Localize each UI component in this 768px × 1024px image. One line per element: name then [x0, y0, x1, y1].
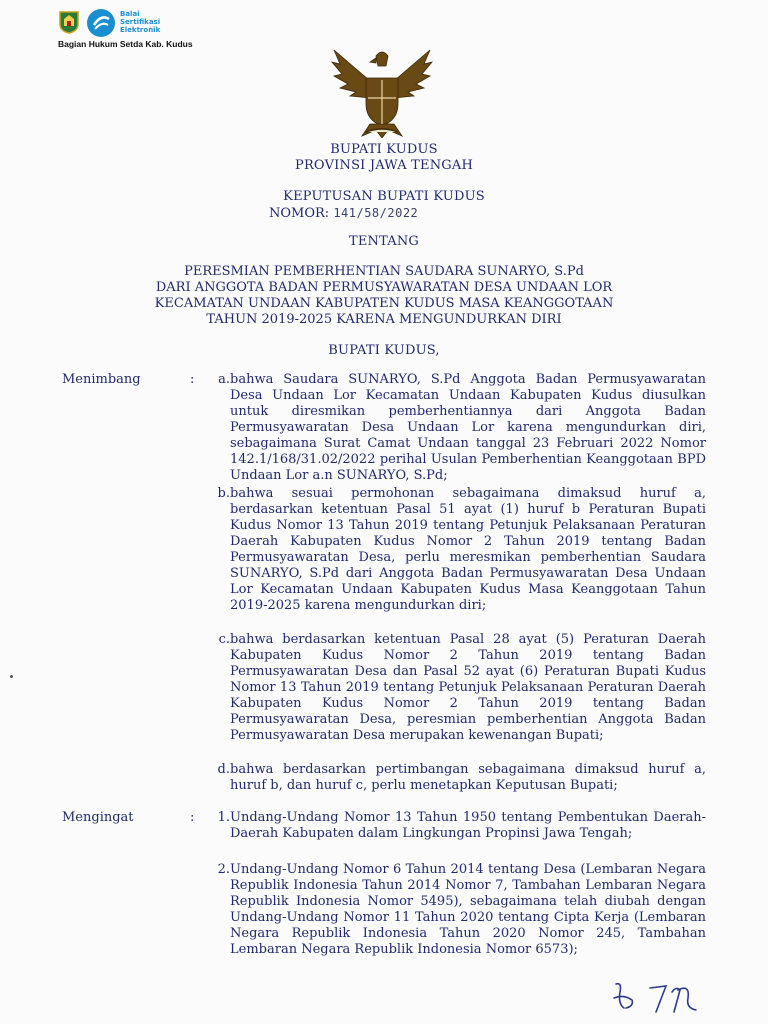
menimbang-item-c: bahwa berdasarkan ketentuan Pasal 28 ayat (5) Peraturan Daerah Kabupaten Kudus Nomor 2 Tahun 2019 tentang Badan Permusyawaratan Desa dan Pasal 52 ayat (6) Peraturan Bupati Kudus Nomor 13 Tahun 2019 tentang Petunjuk Pelaksanaan Peraturan Daerah Kabupaten Kudus Nomor 2 Tahun 2019 tentang Badan Permusyawaratan Desa, peresmian pemberhentian Anggota Badan Permusyawaratan Desa merupakan kewenangan Bupati;: [230, 632, 706, 743]
menimbang-colon: :: [190, 372, 195, 387]
mengingat-marker-1: 1.: [217, 810, 230, 825]
bse-wordmark: [120, 10, 160, 34]
mengingat-item-1: Undang-Undang Nomor 13 Tahun 1950 tentang Pembentukan Daerah-Daerah Kabupaten dalam Lingkungan Propinsi Jawa Tengah;: [230, 810, 706, 841]
logo-caption: Bagian Hukum Setda Kab. Kudus: [58, 39, 193, 49]
header-logos: [58, 8, 208, 54]
menimbang-item-a: bahwa Saudara SUNARYO, S.Pd Anggota Badan Permusyawaratan Desa Undaan Lor Kecamatan Undaan Kabupaten Kudus diusulkan untuk diresmikan pemberhentiannya dari Anggota Badan Permusyawaratan Desa Undaan Lor karena mengundurkan diri, sebagaimana Surat Camat Undaan tanggal 23 Februari 2022 Nomor 142.1/168/31.02/2022 perihal Usulan Pemberhentian Keanggotaan BPD Undaan Lor a.n SUNARYO, S.Pd;: [230, 372, 706, 483]
menimbang-marker-d: d.: [217, 762, 230, 777]
kudus-emblem-icon: [58, 10, 80, 34]
decree-number-label: NOMOR:: [269, 206, 330, 221]
mengingat-marker-2: 2.: [217, 862, 230, 877]
mengingat-colon: :: [190, 810, 195, 825]
menimbang-label: Menimbang: [62, 372, 141, 387]
about-heading: TENTANG: [348, 234, 420, 249]
subject-line-3: KECAMATAN UNDAAN KABUPATEN KUDUS MASA KEANGGOTAAN: [154, 296, 614, 311]
scan-mark: [10, 675, 13, 678]
menimbang-item-d: bahwa berdasarkan pertimbangan sebagaimana dimaksud huruf a, huruf b, dan huruf c, perlu menetapkan Keputusan Bupati;: [230, 762, 706, 793]
menimbang-item-b: bahwa sesuai permohonan sebagaimana dimaksud huruf a, berdasarkan ketentuan Pasal 51 ayat (1) huruf b Peraturan Bupati Kudus Nomor 13 Tahun 2019 tentang Petunjuk Pelaksanaan Peraturan Daerah Kabupaten Kudus Nomor 2 Tahun 2019 tentang Badan Permusyawaratan Desa, perlu meresmikan pemberhentian Saudara SUNARYO, S.Pd dari Anggota Badan Permusyawaratan Desa Undaan Lor Kecamatan Undaan Kabupaten Kudus Masa Keanggotaan Tahun 2019-2025 karena mengundurkan diri;: [230, 486, 706, 613]
menimbang-marker-b: b.: [217, 486, 230, 501]
mengingat-item-2: Undang-Undang Nomor 6 Tahun 2014 tentang Desa (Lembaran Negara Republik Indonesia Tahun 2014 Nomor 7, Tambahan Lembaran Negara Republik Indonesia Nomor 5495), sebagaimana telah diubah dengan Undang-Undang Nomor 11 Tahun 2020 tentang Cipta Kerja (Lembaran Negara Republik Indonesia Tahun 2020 Nomor 245, Tambahan Lembaran Negara Republik Indonesia Nomor 6573);: [230, 862, 706, 957]
bse-line-3: Elektronik: [120, 26, 161, 34]
subject-line-2: DARI ANGGOTA BADAN PERMUSYAWARATAN DESA UNDAAN LOR: [155, 280, 613, 295]
decree-number-value: 141/58/2022: [333, 206, 419, 220]
menimbang-marker-c: c.: [218, 632, 230, 647]
bse-emblem-icon: [86, 8, 116, 38]
decree-subject: [140, 264, 628, 328]
official-title: BUPATI KUDUS: [330, 142, 438, 157]
mengingat-label: Mengingat: [62, 810, 134, 825]
province-title: PROVINSI JAWA TENGAH: [295, 158, 473, 173]
subject-line-4: TAHUN 2019-2025 KARENA MENGUNDURKAN DIRI: [206, 312, 562, 327]
issuer-heading: BUPATI KUDUS,: [328, 343, 440, 358]
decree-number: [269, 205, 418, 222]
decree-title: KEPUTUSAN BUPATI KUDUS: [283, 189, 485, 204]
garuda-emblem-icon: [326, 46, 438, 138]
bse-line-1: Balai: [120, 10, 140, 18]
subject-line-1: PERESMIAN PEMBERHENTIAN SAUDARA SUNARYO, S.Pd: [184, 264, 584, 279]
menimbang-marker-a: a.: [218, 372, 230, 387]
initial-signature-icon: [610, 978, 700, 1020]
bse-line-2: Sertifikasi: [120, 18, 161, 26]
